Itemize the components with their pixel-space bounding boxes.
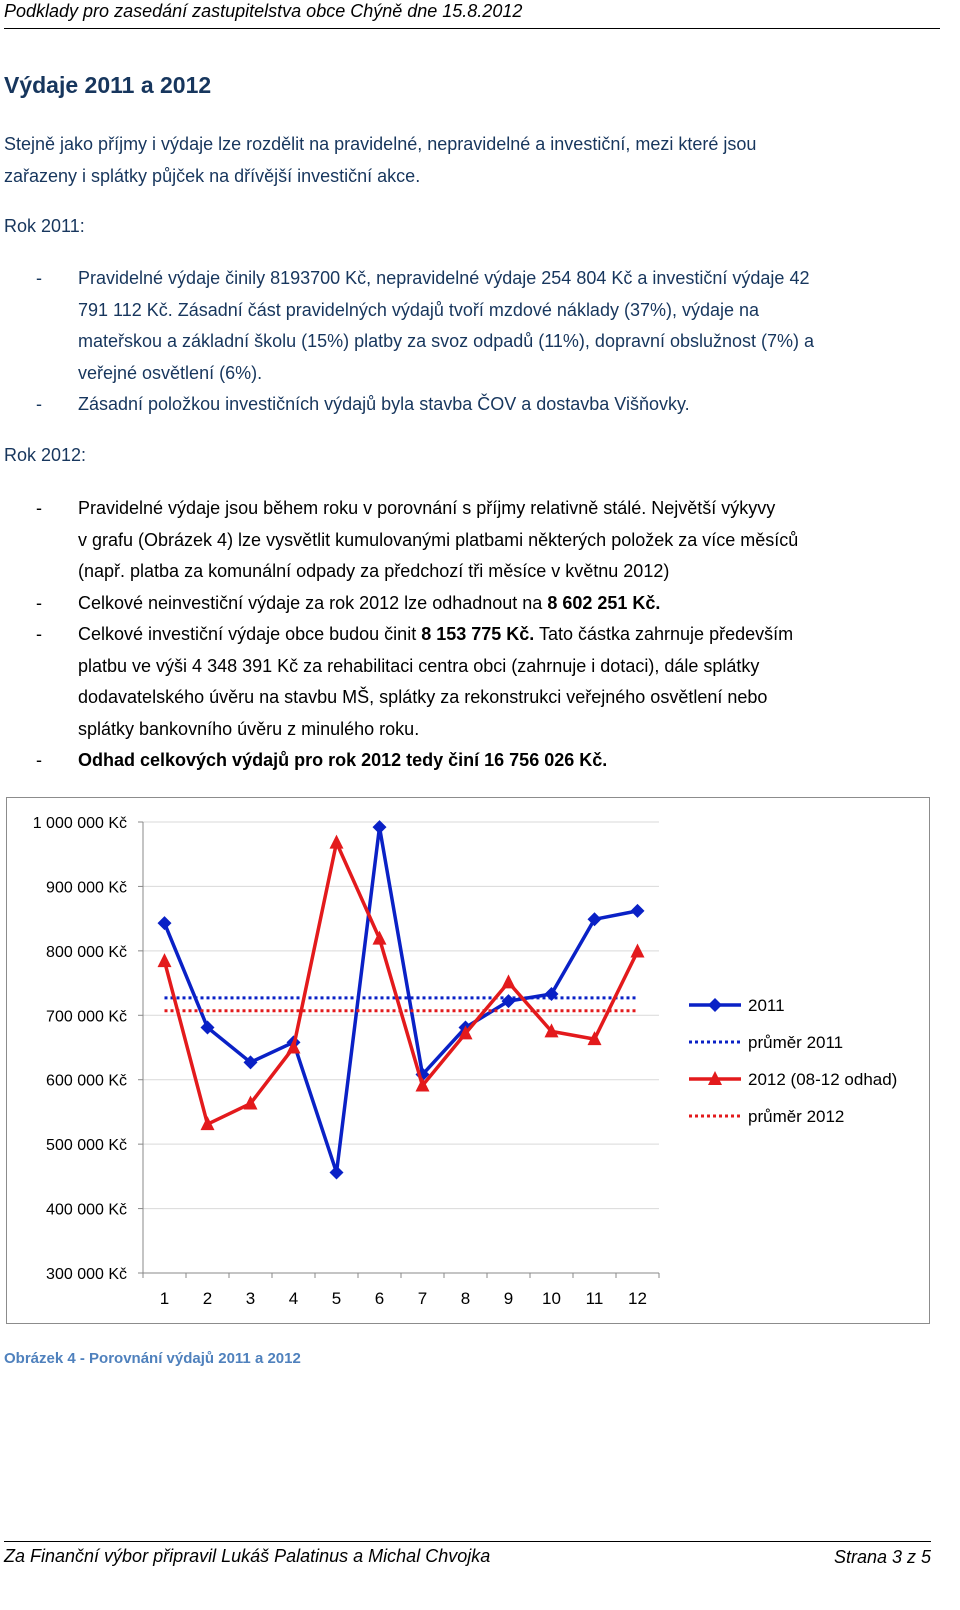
celkove-vydaje-total: Odhad celkových výdajů pro rok 2012 tedy činí 16 756 026 Kč.: [78, 750, 608, 770]
x-tick-label: 3: [245, 1289, 256, 1308]
data-point: [373, 931, 387, 945]
x-tick-label: 2: [202, 1289, 213, 1308]
data-point: [631, 904, 645, 918]
expenses-chart: [6, 797, 930, 1324]
list-item: - Pravidelné výdaje činily 8193700 Kč, nepravidelné výdaje 254 804 Kč a investiční výdaje 42 791 112 Kč. Zásadní část pravidelných výdajů tvoří mzdové náklady (37%), výdaje na mateřskou a základní školu (15%) platby za svoz odpadů (11%), dopravní obslužnost (7%) a veřejné osvětlení (6%).: [36, 263, 916, 389]
legend-label: 2011: [748, 996, 785, 1015]
data-point: [158, 916, 172, 930]
legend-label: průměr 2012: [748, 1107, 845, 1126]
list-item: - Zásadní položkou investičních výdajů byla stavba ČOV a dostavba Višňovky.: [36, 389, 916, 421]
list-item-line: platbu ve výši 4 348 391 Kč za rehabilitaci centra obci (zahrnuje i dotaci), dále splátky: [78, 655, 760, 676]
x-tick-label: 9: [503, 1289, 514, 1308]
data-point: [588, 912, 602, 926]
list-item-line: veřejné osvětlení (6%).: [78, 362, 263, 383]
legend-label: průměr 2011: [748, 1033, 844, 1052]
list-item-text: Tato částka zahrnuje především: [534, 624, 794, 644]
data-point: [158, 953, 172, 967]
x-tick-label: 7: [417, 1289, 428, 1308]
rok-2012-label: Rok 2012:: [4, 445, 87, 465]
list-item-line: Pravidelné výdaje jsou během roku v porovnání s příjmy relativně stálé. Největší výkyvy: [78, 498, 776, 518]
x-tick-label: 8: [460, 1289, 471, 1308]
y-tick-label: 500 000 Kč: [46, 1137, 127, 1155]
x-tick-label: 5: [331, 1289, 342, 1308]
rok-2012-list: [36, 493, 916, 777]
footer-author: Za Finanční výbor připravil Lukáš Palatinus a Michal Chvojka: [4, 1546, 491, 1566]
list-item-line: mateřskou a základní školu (15%) platby za svoz odpadů (11%), dopravní obslužnost (7%) a: [78, 331, 815, 351]
x-tick-label: 1: [159, 1289, 170, 1308]
list-item-line: v grafu (Obrázek 4) lze vysvětlit kumulovanými platbami některých položek za více měsíců: [78, 529, 799, 550]
figure-caption: Obrázek 4 - Porovnání výdajů 2011 a 2012: [4, 1350, 301, 1367]
y-tick-label: 800 000 Kč: [46, 943, 127, 961]
y-tick-label: 700 000 Kč: [46, 1008, 127, 1026]
neinvesticni-total: 8 602 251 Kč.: [547, 592, 661, 613]
x-tick-label: 4: [288, 1289, 299, 1308]
list-item-line: 791 112 Kč. Zásadní část pravidelných výdajů tvoří mzdové náklady (37%), výdaje na: [78, 299, 760, 320]
y-tick-label: 400 000 Kč: [46, 1201, 127, 1219]
list-item: - Celkové neinvestiční výdaje za rok 2012 lze odhadnout na 8 602 251 Kč.: [36, 592, 661, 613]
series-line-2: [165, 843, 638, 1125]
list-item-line: Pravidelné výdaje činily 8193700 Kč, nepravidelné výdaje 254 804 Kč a investiční výdaje 42: [78, 268, 810, 288]
intro-paragraph: [4, 128, 904, 192]
data-point: [330, 835, 344, 849]
intro-line: Stejně jako příjmy i výdaje lze rozdělit na pravidelné, nepravidelné a investiční, mezi které jsou: [4, 134, 757, 154]
list-item: - Pravidelné výdaje jsou během roku v porovnání s příjmy relativně stálé. Největší výkyvy v grafu (Obrázek 4) lze vysvětlit kumulovanými platbami některých položek za více měsíců (např. platba za komunální odpady za předchozí tři měsíce v květnu 2012): [36, 493, 916, 588]
y-tick-label: 900 000 Kč: [46, 879, 127, 897]
page-footer: [4, 1541, 931, 1567]
x-tick-label: 12: [628, 1289, 647, 1308]
intro-line: zařazeny i splátky půjček na dřívější investiční akce.: [4, 166, 421, 186]
data-point: [330, 1165, 344, 1179]
x-tick-label: 11: [585, 1289, 604, 1308]
list-item: - Odhad celkových výdajů pro rok 2012 tedy činí 16 756 026 Kč.: [36, 750, 608, 770]
rok-2011-label: Rok 2011:: [4, 216, 85, 236]
list-item-line: splátky bankovního úvěru z minulého roku.: [78, 718, 420, 739]
page-header: [4, 0, 940, 29]
list-item-text: Celkové neinvestiční výdaje za rok 2012 lze odhadnout na: [78, 592, 548, 613]
section-title: Výdaje 2011 a 2012: [4, 72, 212, 98]
y-tick-label: 1 000 000 Kč: [32, 815, 127, 832]
x-tick-label: 10: [542, 1289, 561, 1308]
legend-label: 2012 (08-12 odhad): [748, 1070, 898, 1089]
legend-marker: [708, 998, 722, 1012]
y-tick-label: 300 000 Kč: [46, 1266, 127, 1283]
y-tick-label: 600 000 Kč: [46, 1072, 127, 1090]
list-item-line: Zásadní položkou investičních výdajů byla stavba ČOV a dostavba Višňovky.: [78, 394, 690, 414]
page-number: Strana 3 z 5: [833, 1547, 931, 1567]
data-point: [502, 974, 516, 988]
list-item-text: Celkové investiční výdaje obce budou činit: [78, 624, 422, 644]
chart-svg: [7, 798, 931, 1325]
list-item-line: dodavatelského úvěru na stavbu MŠ, splátky za rekonstrukci veřejného osvětlení nebo: [78, 687, 768, 707]
rok-2011-list: [36, 263, 916, 421]
header-text: Podklady pro zasedání zastupitelstva obce Chýně dne 15.8.2012: [4, 1, 523, 21]
x-tick-label: 6: [374, 1289, 385, 1308]
investicni-total: 8 153 775 Kč.: [421, 624, 535, 644]
list-item-line: (např. platba za komunální odpady za předchozí tři měsíce v květnu 2012): [78, 561, 670, 581]
series-line-0: [165, 827, 638, 1172]
list-item: - Celkové investiční výdaje obce budou činit 8 153 775 Kč. Tato částka zahrnuje především platbu ve výši 4 348 391 Kč za rehabilitaci centra obci (zahrnuje i dotaci), dále splátky dodavatelského úvěru na stavbu MŠ, splátky za rekonstrukci veřejného osvětlení nebo splátky bankovního úvěru z minulého roku.: [36, 619, 916, 745]
